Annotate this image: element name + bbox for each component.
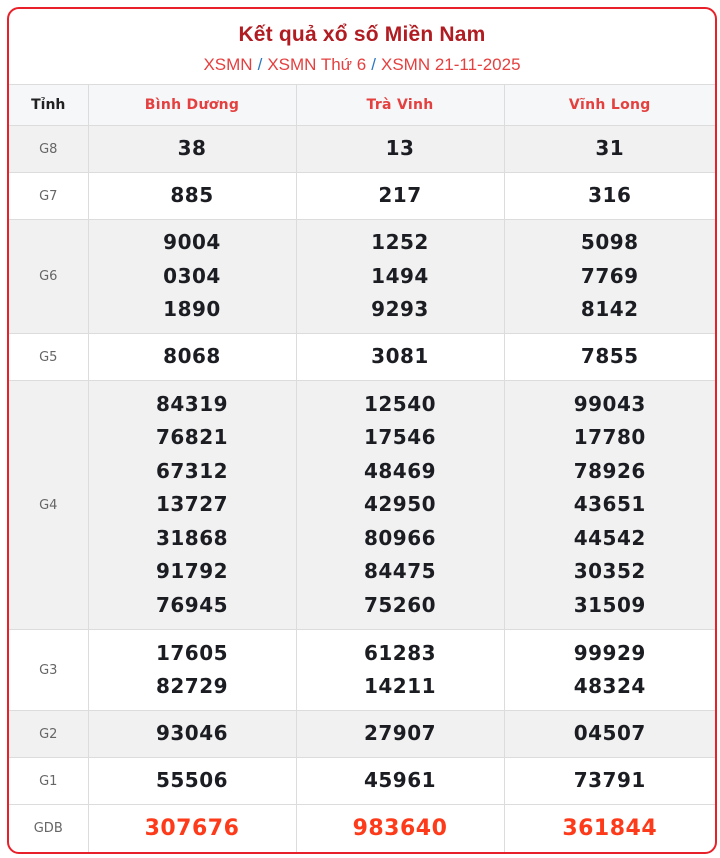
result-cell: [504, 173, 715, 220]
result-number: 9004: [163, 230, 221, 255]
result-cell: [504, 711, 715, 758]
result-cell: [504, 758, 715, 805]
prize-label: G6: [9, 220, 88, 334]
result-number: 38: [177, 136, 207, 161]
result-number: 17780: [573, 425, 646, 450]
breadcrumb: [9, 54, 715, 76]
table-row-g5: [9, 334, 715, 381]
result-cell: [296, 126, 504, 173]
result-number: 76945: [155, 592, 229, 617]
card-header: [9, 9, 715, 84]
result-number: 31509: [573, 592, 646, 617]
result-number: 04507: [573, 721, 646, 746]
result-number: 9293: [371, 297, 429, 322]
prize-label: G2: [9, 711, 88, 758]
special-prize-cell: [296, 805, 504, 853]
table-row-gdb: [9, 805, 715, 853]
results-table: [9, 84, 715, 853]
result-number: 17605: [155, 640, 229, 665]
result-number: 0304: [163, 263, 221, 288]
result-cell: [504, 126, 715, 173]
result-number: 14211: [363, 674, 437, 698]
result-number: 1890: [163, 297, 221, 322]
table-row-g4: [9, 381, 715, 630]
table-row-g2: [9, 711, 715, 758]
result-cell: [296, 630, 504, 711]
special-prize-cell: [504, 805, 715, 853]
result-number: 885: [170, 183, 214, 208]
result-number: 8068: [163, 344, 221, 369]
table-row-g7: [9, 173, 715, 220]
table-header-row: [9, 85, 715, 126]
result-number: 12540: [363, 392, 437, 417]
result-number: 7855: [580, 344, 639, 369]
prize-label: G7: [9, 173, 88, 220]
result-number: 55506: [155, 768, 229, 793]
special-prize-number: 361844: [562, 816, 658, 842]
result-number: 48469: [363, 458, 437, 483]
breadcrumb-xsmn-date[interactable]: XSMN 21-11-2025: [380, 55, 521, 74]
result-number: 84475: [363, 559, 437, 584]
table-row-g1: [9, 758, 715, 805]
prize-label: G1: [9, 758, 88, 805]
page-title: Kết quả xổ số Miền Nam: [238, 23, 486, 46]
result-number: 73791: [573, 768, 646, 793]
result-cell: [296, 381, 504, 630]
result-number: 91792: [155, 559, 229, 584]
results-card: [7, 7, 717, 854]
result-number: 48324: [573, 674, 646, 698]
result-cell: [296, 334, 504, 381]
table-row-g6: [9, 220, 715, 334]
result-cell: [296, 711, 504, 758]
result-number: 93046: [155, 721, 229, 746]
result-cell: [296, 220, 504, 334]
prize-label: G3: [9, 630, 88, 711]
result-cell: [88, 126, 296, 173]
result-number: 76821: [155, 425, 229, 450]
prize-label: G8: [9, 126, 88, 173]
result-number: 316: [588, 183, 632, 208]
result-number: 3081: [371, 344, 429, 369]
result-number: 43651: [573, 492, 646, 517]
result-number: 13: [385, 136, 415, 161]
result-number: 31: [595, 136, 625, 161]
column-header-province: Tỉnh: [9, 85, 88, 126]
column-header-vinh-long[interactable]: Vĩnh Long: [504, 85, 715, 126]
result-number: 30352: [573, 559, 646, 584]
result-number: 27907: [363, 721, 437, 746]
result-number: 80966: [363, 525, 437, 550]
result-number: 67312: [155, 458, 229, 483]
result-number: 13727: [155, 492, 229, 517]
result-number: 5098: [580, 230, 639, 255]
result-number: 17546: [363, 425, 437, 450]
result-number: 42950: [363, 492, 437, 517]
result-cell: [88, 711, 296, 758]
result-cell: [88, 758, 296, 805]
result-cell: [88, 381, 296, 630]
result-number: 1494: [371, 263, 429, 288]
result-cell: [504, 630, 715, 711]
result-number: 45961: [363, 768, 437, 793]
result-cell: [504, 220, 715, 334]
prize-label: GDB: [9, 805, 88, 853]
result-cell: [504, 381, 715, 630]
prize-label: G4: [9, 381, 88, 630]
result-number: 78926: [573, 458, 646, 483]
result-number: 44542: [573, 525, 646, 550]
result-number: 99929: [573, 640, 646, 665]
breadcrumb-xsmn[interactable]: XSMN: [203, 55, 253, 74]
result-number: 8142: [580, 297, 639, 322]
result-cell: [88, 630, 296, 711]
breadcrumb-xsmn-thu-6[interactable]: XSMN Thứ 6: [267, 55, 367, 74]
result-number: 84319: [155, 392, 229, 417]
result-cell: [88, 220, 296, 334]
result-number: 61283: [363, 640, 437, 665]
column-header-binh-duong[interactable]: Bình Dương: [88, 85, 296, 126]
breadcrumb-separator: /: [257, 55, 263, 74]
result-cell: [296, 758, 504, 805]
result-cell: [296, 173, 504, 220]
special-prize-number: 307676: [144, 816, 240, 842]
result-cell: [88, 173, 296, 220]
result-cell: [504, 334, 715, 381]
breadcrumb-separator: /: [371, 55, 376, 74]
table-row-g3: [9, 630, 715, 711]
special-prize-number: 983640: [352, 816, 448, 842]
result-number: 99043: [573, 392, 646, 417]
result-number: 7769: [580, 263, 639, 288]
result-number: 31868: [155, 525, 229, 550]
table-row-g8: [9, 126, 715, 173]
result-number: 82729: [155, 674, 229, 698]
result-number: 75260: [363, 592, 437, 617]
result-number: 1252: [371, 230, 429, 255]
prize-label: G5: [9, 334, 88, 381]
result-number: 217: [378, 183, 422, 208]
special-prize-cell: [88, 805, 296, 853]
column-header-tra-vinh[interactable]: Trà Vinh: [296, 85, 504, 126]
result-cell: [88, 334, 296, 381]
